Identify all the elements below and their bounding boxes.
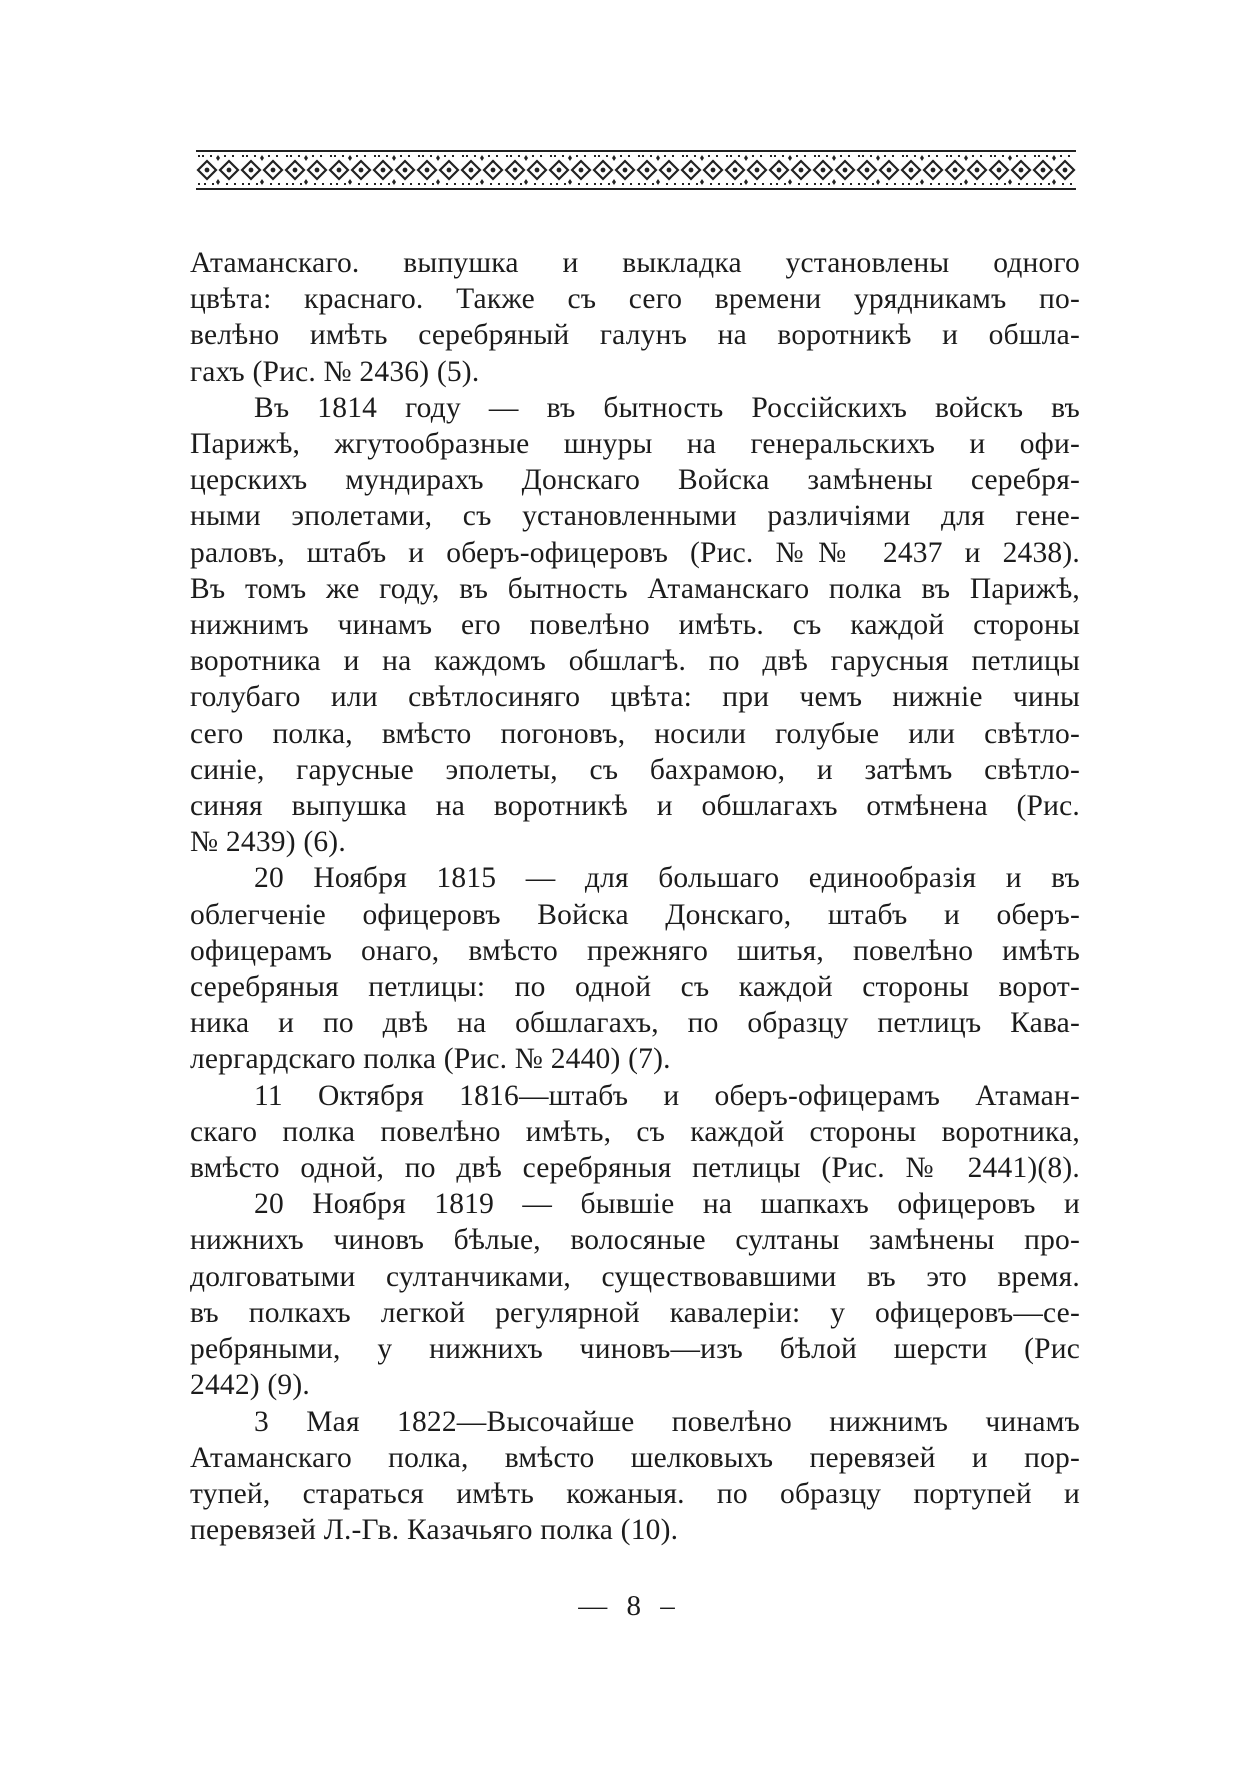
text-line: лергардскаго полка (Рис. № 2440) (7).: [190, 1043, 671, 1076]
text-line: ребряными, у нижнихъ чиновъ—изъ бѣлой шерсти (Рис: [190, 1333, 1080, 1366]
text-line: цвѣта: краснаго. Также съ сего времени урядникамъ по-: [190, 283, 1080, 316]
text-line: 20 Ноября 1819 — бывшіе на шапкахъ офицеровъ и: [254, 1188, 1080, 1221]
text-line: нижнихъ чиновъ бѣлые, волосяные султаны замѣнены про-: [190, 1224, 1080, 1257]
text-line: церскихъ мундирахъ Донскаго Войска замѣнены серебря-: [190, 464, 1080, 497]
paragraph-2: [190, 390, 1080, 824]
text-line: 11 Октября 1816—штабъ и оберъ-офицерамъ Атаман-: [254, 1079, 1080, 1112]
text-line: скаго полка повелѣно имѣть, съ каждой стороны воротника,: [190, 1115, 1080, 1148]
paragraph-1: [190, 245, 1080, 354]
text-line: 2442) (9).: [190, 1369, 310, 1402]
text-line: Парижѣ, жгутообразные шнуры на генеральскихъ и офи-: [190, 428, 1080, 461]
ornamental-header-band: [196, 150, 1076, 190]
paragraph-3: [190, 860, 1080, 1041]
text-line: нижнимъ чинамъ его повелѣно имѣть. съ каждой стороны: [190, 609, 1080, 642]
text-line: 3 Мая 1822—Высочайше повелѣно нижнимъ чинамъ: [254, 1405, 1080, 1438]
text-line: Въ 1814 году — въ бытность Россійскихъ войскъ въ: [254, 391, 1080, 424]
paragraph-5: [190, 1186, 1080, 1367]
text-line: тупей, стараться имѣть кожаныя. по образцу портупей и: [190, 1477, 1080, 1510]
text-line: Атаманскаго. выпушка и выкладка установлены одного: [190, 247, 1080, 279]
text-line: синіе, гарусные эполеты, съ бахрамою, и затѣмъ свѣтло-: [190, 753, 1080, 786]
paragraph-3-end: [190, 1041, 1080, 1077]
paragraph-4: [190, 1078, 1080, 1187]
text-line: Атаманскаго полка, вмѣсто шелковыхъ перевязей и пор-: [190, 1441, 1080, 1474]
paragraph-5-end: [190, 1367, 1080, 1403]
paragraph-6: [190, 1404, 1080, 1513]
text-line: гахъ (Рис. № 2436) (5).: [190, 355, 480, 388]
text-line: ника и по двѣ на обшлагахъ, по образцу петлицъ Кава-: [190, 1007, 1080, 1040]
text-line: Въ томъ же году, въ бытность Атаманскаго полка въ Парижѣ,: [190, 572, 1080, 605]
text-line: въ полкахъ легкой регулярной кавалеріи: у офицеровъ—се-: [190, 1296, 1080, 1329]
paragraph-6-end: [190, 1512, 1080, 1548]
text-line: велѣно имѣть серебряный галунъ на воротникѣ и обшла-: [190, 319, 1080, 352]
text-line: голубаго или свѣтлосиняго цвѣта: при чемъ нижніе чины: [190, 681, 1080, 714]
text-line: 20 Ноября 1815 — для большаго единообразія и въ: [254, 862, 1080, 895]
text-line: воротника и на каждомъ обшлагѣ. по двѣ гарусныя петлицы: [190, 645, 1080, 678]
page-number: — 8 –: [578, 1590, 681, 1622]
paragraph-1-end: [190, 354, 1080, 390]
text-line: ными эполетами, съ установленными различіями для гене-: [190, 500, 1080, 533]
text-line: офицерамъ онаго, вмѣсто прежняго шитья, повелѣно имѣть: [190, 934, 1080, 967]
text-line: синяя выпушка на воротникѣ и обшлагахъ отмѣнена (Рис.: [190, 790, 1080, 823]
text-line: облегченіе офицеровъ Войска Донскаго, штабъ и оберъ-: [190, 898, 1080, 931]
text-line: раловъ, штабъ и оберъ-офицеровъ (Рис. №№ 2437 и 2438).: [190, 536, 1080, 569]
text-line: перевязей Л.-Гв. Казачьяго полка (10).: [190, 1514, 679, 1547]
text-line: № 2439) (6).: [190, 826, 346, 859]
text-line: серебряныя петлицы: по одной съ каждой стороны ворот-: [190, 971, 1080, 1004]
text-line: вмѣсто одной, по двѣ серебряныя петлицы (Рис. № 2441)(8).: [190, 1152, 1080, 1185]
paragraph-2-end: [190, 824, 1080, 860]
text-line: долговатыми султанчиками, существовавшими въ это время.: [190, 1260, 1080, 1293]
text-line: сего полка, вмѣсто погоновъ, носили голубые или свѣтло-: [190, 717, 1080, 750]
main-text: [190, 245, 1080, 1548]
